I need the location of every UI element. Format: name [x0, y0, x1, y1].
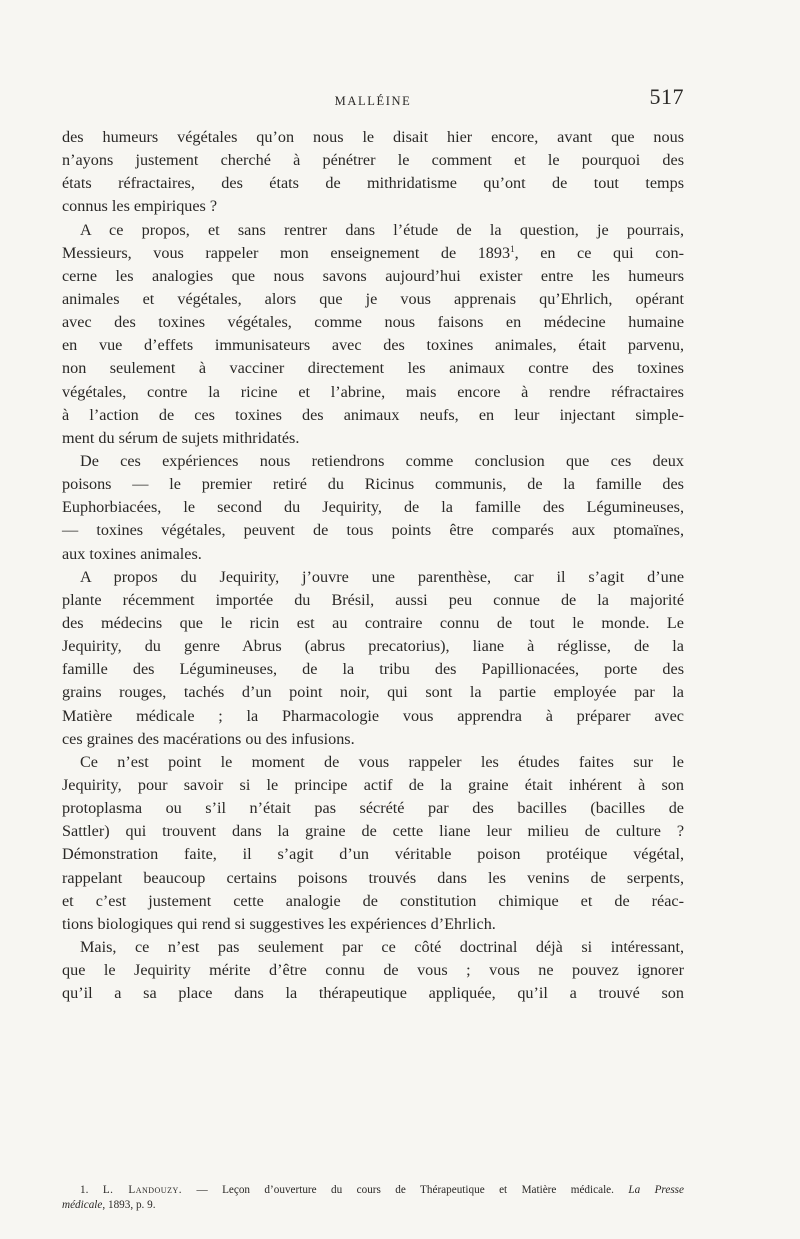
body-text [62, 126, 684, 1005]
page-number: 517 [649, 84, 684, 109]
text-line: aux toxines animales. [62, 544, 202, 563]
text-line: Ce n’est point le moment de vous rappeler les études faites sur le [80, 752, 684, 771]
text-line: que le Jequirity mérite d’être connu de vous ; vous ne pouvez ignorer [62, 961, 684, 980]
text-line: Mais, ce n’est pas seulement par ce côté doctrinal déjà si intéressant, [80, 937, 684, 956]
text-line: n’ayons justement cherché à pénétrer le comment et le pourquoi des [62, 151, 684, 170]
text-line: grains rouges, tachés d’un point noir, qui sont la partie employée par la [62, 683, 684, 702]
text-line: plante récemment importée du Brésil, aussi peu connue de la majorité [62, 590, 684, 609]
text-line: famille des Légumineuses, de la tribu des Papillionacées, porte des [62, 660, 684, 679]
text-segment: , en ce qui con- [514, 243, 684, 262]
text-line: états réfractaires, des états de mithridatisme qu’ont de tout temps [62, 174, 684, 193]
text-line: De ces expériences nous retiendrons comme conclusion que ces deux [80, 451, 684, 470]
text-line: ces graines des macérations ou des infusions. [62, 729, 355, 748]
text-line: animales et végétales, alors que je vous apprenais qu’Ehrlich, opérant [62, 289, 684, 308]
text-line: des médecins que le ricin est au contraire connu de tout le monde. Le [62, 613, 684, 632]
text-line: connus les empiriques ? [62, 197, 218, 216]
text-line-with-footnote [62, 242, 684, 265]
text-line: A propos du Jequirity, j’ouvre une parenthèse, car il s’agit d’une [80, 567, 684, 586]
running-head [62, 84, 684, 120]
text-line: non seulement à vacciner directement les animaux contre des toxines [62, 359, 684, 378]
text-line: en vue d’effets immunisateurs avec des toxines animales, était parvenu, [62, 336, 684, 355]
footnote-text: — Leçon d’ouverture du cours de Thérapeutique et Matière médicale. [182, 1184, 629, 1196]
text-line: Sattler) qui trouvent dans la graine de cette liane leur milieu de culture ? [62, 822, 684, 841]
footnote-text: , 1893, p. 9. [102, 1198, 156, 1211]
text-line: qu’il a sa place dans la thérapeutique appliquée, qu’il a trouvé son [62, 984, 684, 1003]
footnote [62, 1183, 684, 1212]
text-line: des humeurs végétales qu’on nous le disait hier encore, avant que nous [62, 128, 684, 146]
text-line: ment du sérum de sujets mithridatés. [62, 428, 300, 447]
footnote-marker: 1 [510, 243, 515, 254]
text-line: — toxines végétales, peuvent de tous points être comparés aux ptomaïnes, [62, 521, 684, 540]
text-line: A ce propos, et sans rentrer dans l’étude de la question, je pourrais, [80, 220, 684, 239]
text-line: rappelant beaucoup certains poisons trouvés dans les venins de serpents, [62, 868, 684, 887]
footnote-journal: La Presse [628, 1184, 685, 1196]
text-segment: Messieurs, vous rappeler mon enseignement de 1893 [62, 243, 511, 262]
running-title: MALLÉINE [334, 94, 412, 108]
text-line: et c’est justement cette analogie de constitution chimique et de réac- [62, 891, 684, 910]
footnote-journal: médicale [62, 1198, 103, 1211]
text-line: à l’action de ces toxines des animaux neufs, en leur injectant simple- [62, 405, 684, 424]
footnote-number: 1. [80, 1184, 89, 1196]
text-line: tions biologiques qui rend si suggestives les expériences d’Ehrlich. [62, 914, 496, 933]
text-line: Jequirity, pour savoir si le principe actif de la graine était inhérent à son [62, 775, 684, 794]
text-line: Démonstration faite, il s’agit d’un véritable poison protéique végétal, [62, 845, 684, 864]
text-line: Matière médicale ; la Pharmacologie vous apprendra à préparer avec [62, 706, 684, 725]
footnote-line [62, 1198, 684, 1213]
text-line: cerne les analogies que nous savons aujourd’hui exister entre les humeurs [62, 266, 684, 285]
text-line: avec des toxines végétales, comme nous faisons en médecine humaine [62, 313, 684, 332]
text-line: poisons — le premier retiré du Ricinus communis, de la famille des [62, 475, 684, 494]
text-line: végétales, contre la ricine et l’abrine, mais encore à rendre réfractaires [62, 382, 684, 401]
footnote-author: L. Landouzy. [102, 1184, 183, 1196]
text-line: Jequirity, du genre Abrus (abrus precatorius), liane à réglisse, de la [62, 637, 684, 656]
footnote-line [62, 1183, 684, 1198]
text-line: protoplasma ou s’il n’était pas sécrété par des bacilles (bacilles de [62, 799, 684, 818]
text-line: Euphorbiacées, le second du Jequirity, de la famille des Légumineuses, [62, 498, 684, 517]
